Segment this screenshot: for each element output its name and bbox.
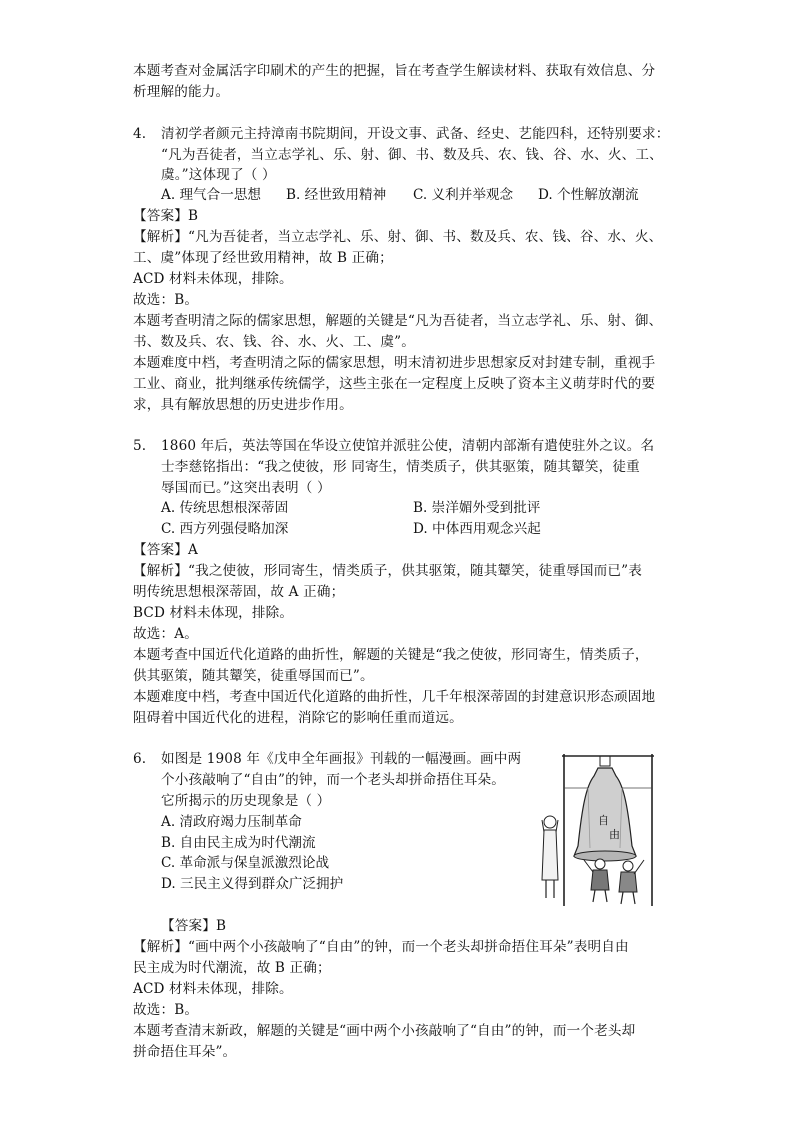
option-a: A. 理气合一思想 bbox=[161, 187, 262, 203]
analysis-line: 故选：B。 bbox=[133, 1002, 199, 1018]
analysis-line: 【解析】“画中两个小孩敲响了“自由”的钟，而一个老头却拼命捂住耳朵”表明自由 bbox=[133, 939, 629, 955]
analysis-line: 本题难度中档，考查明清之际的儒家思想，明末清初进步思想家反对封建专制，重视手 bbox=[133, 355, 656, 371]
answer-line: 【答案】B bbox=[161, 918, 227, 934]
analysis-line: 本题考查清末新政，解题的关键是“画中两个小孩敲响了“自由”的钟，而一个老头却 bbox=[133, 1023, 636, 1039]
analysis-line: BCD 材料未体现，排除。 bbox=[133, 605, 294, 621]
option-d: D. 个性解放潮流 bbox=[538, 187, 639, 203]
question-stem-line: “凡为吾徒者，当立志学礼、乐、射、御、书、数及兵、农、钱、谷、水、火、工、 bbox=[161, 147, 663, 163]
answer-line: 【答案】A bbox=[133, 542, 198, 558]
bell-text: 由 bbox=[609, 828, 620, 841]
question-stem-line: 辱国而已。”这突出表明（ ） bbox=[161, 480, 331, 496]
analysis-line: 故选：B。 bbox=[133, 292, 199, 308]
analysis-line: 本题考查明清之际的儒家思想，解题的关键是“凡为吾徒者，当立志学礼、乐、射、御、 bbox=[133, 313, 663, 329]
question-stem-line: 清初学者颜元主持漳南书院期间，开设文事、武备、经史、艺能四科，还特别要求： bbox=[161, 126, 670, 142]
question-number: 6. bbox=[133, 751, 147, 767]
analysis-line: 供其驱策，随其颦笑，徒重辱国而已”。 bbox=[133, 668, 374, 684]
option-b: B. 自由民主成为时代潮流 bbox=[161, 835, 316, 851]
question-stem-line: 如图是 1908 年《戊申全年画报》刊载的一幅漫画。画中两 bbox=[161, 751, 522, 767]
analysis-line: ACD 材料未体现，排除。 bbox=[133, 981, 293, 997]
analysis-line: 工、虞”体现了经世致用精神，故 B 正确； bbox=[133, 250, 393, 266]
option-b: B. 经世致用精神 bbox=[286, 187, 387, 203]
analysis-line: 求，具有解放思想的历史进步作用。 bbox=[133, 397, 353, 413]
option-b: B. 崇洋媚外受到批评 bbox=[413, 500, 541, 516]
question-stem-line: 个小孩敲响了“自由”的钟，而一个老头却拼命捂住耳朵。 bbox=[161, 772, 506, 788]
analysis-line: 书、数及兵、农、钱、谷、水、火、工、虞”。 bbox=[133, 334, 415, 350]
option-d: D. 三民主义得到群众广泛拥护 bbox=[161, 876, 344, 892]
answer-line: 【答案】B bbox=[133, 208, 199, 224]
option-c: C. 革命派与保皇派激烈论战 bbox=[161, 855, 330, 871]
analysis-line: 明传统思想根深蒂固，故 A 正确； bbox=[133, 584, 345, 600]
analysis-line: 【解析】“我之使彼，形同寄生，情类质子，供其驱策，随其颦笑，徒重辱国而已”表 bbox=[133, 563, 642, 579]
question-stem-line: 士李慈铭指出：“我之使彼，形 同寄生，情类质子，供其驱策，随其颦笑，徒重 bbox=[161, 459, 640, 475]
analysis-line: 本题难度中档，考查中国近代化道路的曲折性，几千年根深蒂固的封建意识形态顽固地 bbox=[133, 689, 656, 705]
bell-text: 自 bbox=[598, 814, 609, 827]
question-stem-line: 它所揭示的历史现象是（ ） bbox=[161, 793, 331, 809]
intro-line: 析理解的能力。 bbox=[133, 84, 230, 100]
analysis-line: 本题考查中国近代化道路的曲折性，解题的关键是“我之使彼，形同寄生，情类质子， bbox=[133, 647, 649, 663]
question-stem-line: 1860 年后，英法等国在华设立使馆并派驻公使，清朝内部渐有遣使驻外之议。名 bbox=[161, 438, 655, 454]
analysis-line: ACD 材料未体现，排除。 bbox=[133, 271, 293, 287]
question-stem-line: 虞。”这体现了（ ） bbox=[161, 167, 276, 183]
analysis-line: 阻碍着中国近代化的进程，消除它的影响任重而道远。 bbox=[133, 710, 463, 726]
analysis-line: 【解析】“凡为吾徒者，当立志学礼、乐、射、御、书、数及兵、农、钱、谷、水、火、 bbox=[133, 229, 663, 245]
option-d: D. 中体西用观念兴起 bbox=[413, 521, 541, 537]
question-number: 5. bbox=[133, 438, 147, 454]
liberty-bell-cartoon bbox=[540, 748, 658, 908]
analysis-line: 拼命捂住耳朵”。 bbox=[133, 1044, 237, 1060]
analysis-line: 故选：A。 bbox=[133, 626, 198, 642]
option-a: A. 传统思想根深蒂固 bbox=[161, 500, 289, 516]
analysis-line: 民主成为时代潮流，故 B 正确； bbox=[133, 960, 331, 976]
intro-line: 本题考查对金属活字印刷术的产生的把握，旨在考查学生解读材料、获取有效信息、分 bbox=[133, 63, 656, 79]
option-a: A. 清政府竭力压制革命 bbox=[161, 814, 302, 830]
option-c: C. 西方列强侵略加深 bbox=[161, 521, 289, 537]
question-number: 4. bbox=[133, 126, 147, 142]
option-c: C. 义利并举观念 bbox=[413, 187, 514, 203]
analysis-line: 工业、商业，批判继承传统儒学，这些主张在一定程度上反映了资本主义萌芽时代的要 bbox=[133, 376, 656, 392]
